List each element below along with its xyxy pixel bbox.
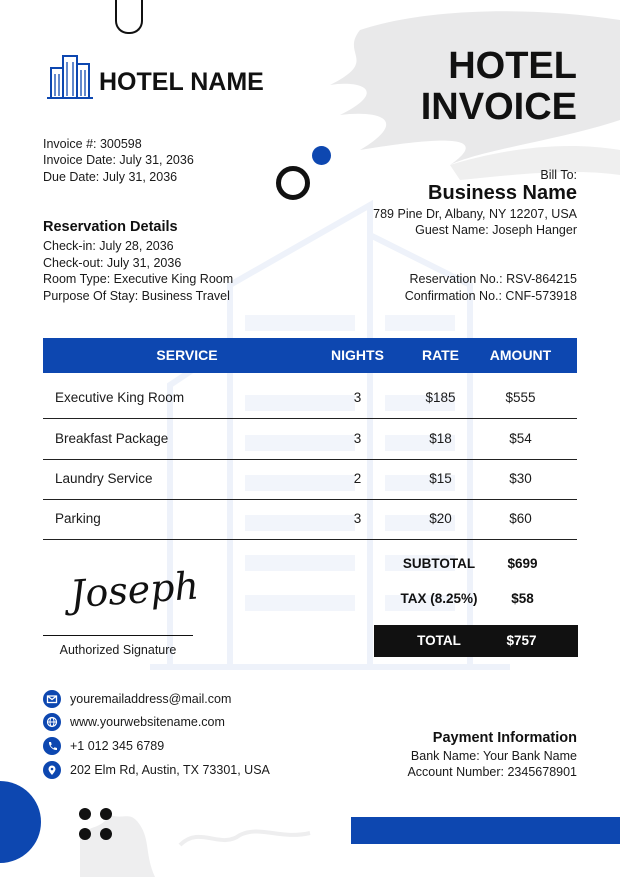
total-label: TOTAL [417, 633, 461, 648]
row-rate: $18 [429, 431, 452, 446]
paper-clip-decoration [115, 0, 143, 34]
contact-address: 202 Elm Rd, Austin, TX 73301, USA [70, 763, 270, 777]
total-bar [374, 625, 578, 657]
contact-website: www.yourwebsitename.com [70, 715, 225, 729]
hotel-building-icon [47, 52, 93, 100]
account-number: Account Number: 2345678901 [407, 765, 577, 779]
location-pin-icon [43, 761, 61, 779]
subtotal-value: $699 [507, 556, 538, 571]
bill-to-label: Bill To: [540, 168, 577, 182]
business-name: Business Name [428, 182, 577, 204]
header-rate: RATE [421, 347, 460, 363]
total-value: $757 [506, 633, 537, 648]
table-row [43, 459, 577, 500]
email-icon [43, 690, 61, 708]
row-amount: $54 [509, 431, 532, 446]
row-rate: $15 [429, 471, 452, 486]
signature: Joseph [68, 563, 201, 617]
purpose-of-stay: Purpose Of Stay: Business Travel [43, 289, 230, 303]
blue-dot-decoration [312, 146, 331, 165]
subtotal-label: SUBTOTAL [402, 556, 476, 571]
contact-phone: +1 012 345 6789 [70, 739, 165, 753]
check-out: Check-out: July 31, 2036 [43, 256, 182, 270]
table-row [43, 419, 577, 460]
row-service: Parking [55, 511, 101, 526]
row-service: Laundry Service [55, 471, 153, 486]
dot-decoration [100, 828, 112, 840]
row-rate: $20 [429, 511, 452, 526]
bank-name: Bank Name: Your Bank Name [410, 749, 577, 763]
row-amount: $60 [509, 511, 532, 526]
row-nights: 3 [353, 390, 362, 405]
confirmation-number: Confirmation No.: CNF-573918 [404, 289, 577, 303]
header-amount: AMOUNT [489, 347, 552, 363]
due-date: Due Date: July 31, 2036 [43, 170, 178, 184]
header-service: SERVICE [156, 347, 218, 363]
services-table-header [43, 338, 577, 373]
room-type: Room Type: Executive King Room [43, 272, 234, 286]
header-nights: NIGHTS [331, 347, 384, 363]
table-row [43, 378, 577, 419]
contact-email: youremailaddress@mail.com [70, 692, 232, 706]
guest-name: Guest Name: Joseph Hanger [415, 223, 577, 237]
row-rate: $185 [425, 390, 456, 405]
tax-value: $58 [511, 591, 534, 606]
ring-decoration [276, 166, 310, 200]
hotel-name: HOTEL NAME [99, 68, 264, 96]
phone-icon [43, 737, 61, 755]
payment-title: Payment Information [432, 730, 577, 746]
tax-label: TAX (8.25%) [400, 591, 478, 606]
dot-decoration [100, 808, 112, 820]
check-in: Check-in: July 28, 2036 [43, 239, 174, 253]
blue-circle-decoration [0, 781, 41, 863]
row-service: Breakfast Package [55, 431, 169, 446]
row-nights: 3 [353, 511, 362, 526]
dot-decoration [79, 828, 91, 840]
globe-icon [43, 713, 61, 731]
invoice-date: Invoice Date: July 31, 2036 [43, 153, 194, 167]
business-address: 789 Pine Dr, Albany, NY 12207, USA [373, 207, 577, 221]
title-line-2: INVOICE [420, 86, 577, 128]
row-amount: $555 [505, 390, 536, 405]
signature-line [43, 635, 193, 636]
dot-decoration [79, 808, 91, 820]
reservation-number: Reservation No.: RSV-864215 [409, 272, 577, 286]
signature-label: Authorized Signature [59, 643, 177, 657]
invoice-number: Invoice #: 300598 [43, 137, 142, 151]
blue-footer-bar [351, 817, 620, 844]
reservation-title: Reservation Details [43, 219, 178, 235]
row-service: Executive King Room [55, 390, 185, 405]
table-row [43, 499, 577, 540]
title-line-1: HOTEL [448, 45, 577, 87]
row-amount: $30 [509, 471, 532, 486]
row-nights: 3 [353, 431, 362, 446]
row-nights: 2 [353, 471, 362, 486]
